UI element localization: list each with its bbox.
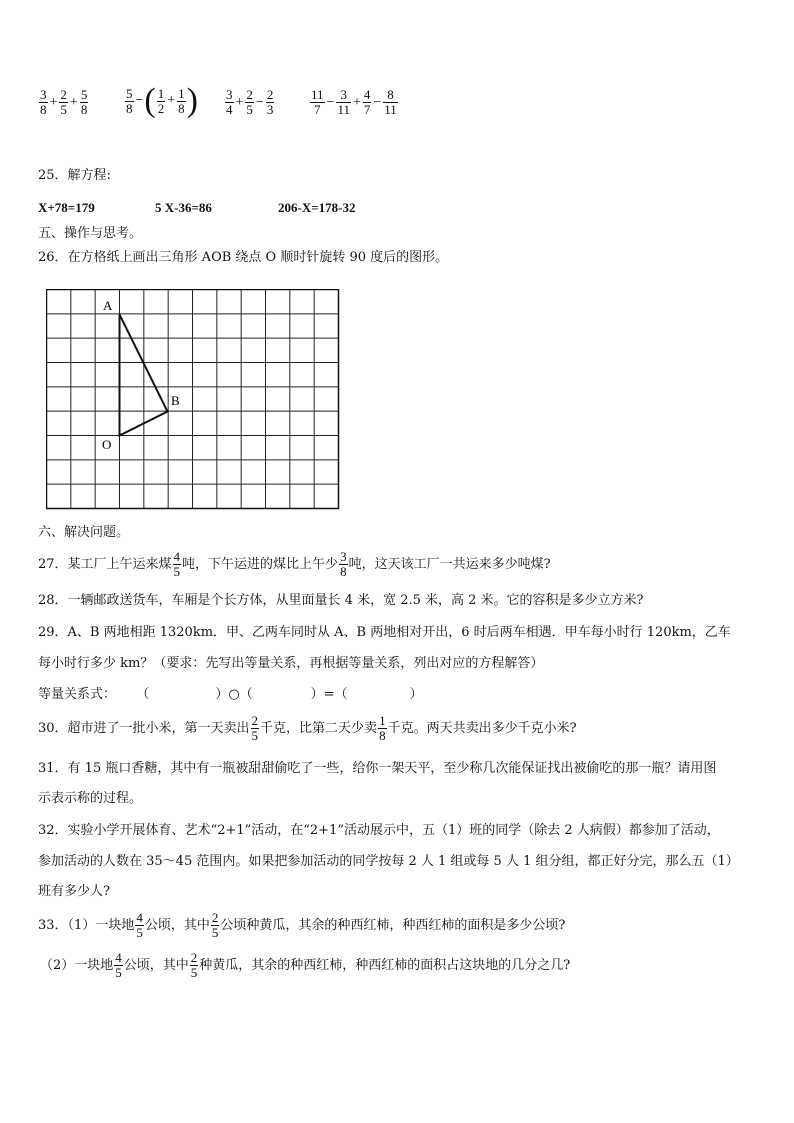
- fraction: $\frac{3}{4}$: [226, 87, 233, 117]
- fraction: $\frac{4}{5}$: [173, 549, 181, 579]
- operator: +: [235, 94, 244, 110]
- q30-text-mid: 千克，比第二天少卖: [260, 720, 378, 736]
- grid-paper: [46, 289, 340, 510]
- q25-title: 25．解方程:: [38, 168, 111, 183]
- operator: −: [326, 94, 335, 110]
- fraction: $\frac{2}{5}$: [60, 87, 67, 117]
- q33-2-text-pre: （2）一块地: [40, 957, 114, 973]
- q33-part-1: [38, 911, 565, 940]
- q33-part-2: [40, 951, 570, 980]
- fraction: $\frac{2}{5}$: [190, 950, 198, 980]
- operator: +: [69, 94, 78, 110]
- operator: −: [255, 94, 264, 110]
- q33-2-text-mid: 公顷，其中: [123, 957, 189, 973]
- q27-text-mid: 吨，下午运进的煤比上午少: [182, 556, 339, 572]
- expression-4: [309, 88, 399, 117]
- fraction: $\frac{5}{8}$: [80, 87, 88, 117]
- equation-1: X+78=179: [38, 200, 95, 215]
- q29-line-1: 29．A、B 两地相距 1320km．甲、乙两车同时从 A、B 两地相对开出，6 时后两车相遇．甲车每小时行 120km，乙车: [38, 625, 731, 640]
- operator: −: [135, 93, 144, 108]
- left-paren: (: [144, 82, 156, 119]
- fraction: $\frac{4}{5}$: [136, 910, 143, 940]
- expression-1: [38, 88, 89, 117]
- point-o-label: O: [102, 437, 112, 452]
- section-6-heading: 六、解决问题。: [38, 525, 130, 540]
- paren-close: ）: [409, 687, 423, 702]
- fraction: $\frac{1}{8}$: [178, 85, 185, 116]
- fraction: $\frac{8}{11}$: [384, 87, 397, 117]
- fraction: $\frac{3}{8}$: [340, 549, 347, 579]
- expression-2: [124, 84, 198, 118]
- q30-text-pre: 30．超市进了一批小米，第一天卖出: [38, 720, 250, 736]
- point-b-label: B: [171, 393, 180, 408]
- paren-mid-1: ）○（: [215, 687, 253, 702]
- equation-2: 5 X-36=86: [155, 200, 212, 215]
- q29-line-2: 每小时行多少 km？（要求：先写出等量关系，再根据等量关系，列出对应的方程解答）: [38, 656, 544, 671]
- q29-relation: [38, 686, 423, 704]
- relation-label: 等量关系式：: [38, 687, 117, 702]
- fraction: $\frac{2}{3}$: [266, 87, 274, 117]
- q30-text-post: 千克。两天共卖出多少千克小米?: [387, 720, 577, 736]
- fraction: $\frac{4}{7}$: [363, 87, 371, 117]
- fraction: $\frac{11}{7}$: [311, 87, 324, 117]
- q30: [38, 714, 577, 743]
- right-paren: ): [186, 82, 198, 119]
- q31-line-2: 示表示称的过程。: [38, 791, 143, 806]
- q32-line-3: 班有多少人?: [38, 884, 110, 899]
- equation-3: 206-X=178-32: [278, 200, 356, 215]
- paren-open-1: （: [136, 687, 150, 702]
- fraction: $\frac{1}{2}$: [157, 85, 165, 116]
- point-a-label: A: [103, 298, 113, 313]
- operator: +: [167, 93, 176, 108]
- expression-3: [224, 88, 275, 117]
- operator: −: [373, 94, 382, 110]
- operator: +: [49, 94, 58, 110]
- q31-line-1: 31．有 15 瓶口香糖，其中有一瓶被甜甜偷吃了一些，给你一架天平，至少称几次能保证找出被偷吃的那一瓶？请用图: [38, 761, 717, 776]
- fraction: $\frac{5}{8}$: [126, 85, 133, 116]
- q27: [38, 550, 551, 579]
- operator: +: [352, 94, 361, 110]
- fraction: $\frac{2}{5}$: [251, 713, 259, 743]
- fraction: $\frac{3}{11}$: [337, 87, 350, 117]
- q32-line-2: 参加活动的人数在 35～45 范围内。如果把参加活动的同学按每 2 人 1 组或每 5 人 1 组分组，都正好分完，那么五（1）: [38, 854, 739, 869]
- q33-1-text-pre: 33．（1）一块地: [38, 917, 135, 933]
- fraction: $\frac{1}{8}$: [379, 713, 386, 743]
- section-5-heading: 五、操作与思考。: [38, 226, 143, 241]
- fraction: $\frac{2}{5}$: [246, 87, 253, 117]
- fraction: $\frac{3}{8}$: [40, 87, 47, 117]
- q26-text: 26．在方格纸上画出三角形 AOB 绕点 O 顺时针旋转 90 度后的图形。: [38, 250, 449, 265]
- q27-text-post: 吨，这天该工厂一共运来多少吨煤?: [348, 556, 551, 572]
- q28-text: 28．一辆邮政送货车，车厢是个长方体，从里面量长 4 米，宽 2.5 米，高 2 米。它的容积是多少立方米?: [38, 593, 644, 608]
- q33-1-text-mid: 公顷，其中: [144, 917, 210, 933]
- q27-text-pre: 27．某工厂上午运来煤: [38, 556, 172, 572]
- fraction: $\frac{2}{5}$: [211, 910, 219, 940]
- q32-line-1: 32．实验小学开展体育、艺术“2+1”活动，在“2+1”活动展示中，五（1）班的同学（除去 2 人病假）都参加了活动，: [38, 823, 720, 838]
- paren-mid-2: ）=（: [310, 687, 348, 702]
- q33-1-text-post: 公顷种黄瓜，其余的种西红柿，种西红柿的面积是多少公顷?: [220, 917, 566, 933]
- fraction: $\frac{4}{5}$: [115, 950, 122, 980]
- q33-2-text-post: 种黄瓜，其余的种西红柿，种西红柿的面积占这块地的几分之几?: [199, 957, 571, 973]
